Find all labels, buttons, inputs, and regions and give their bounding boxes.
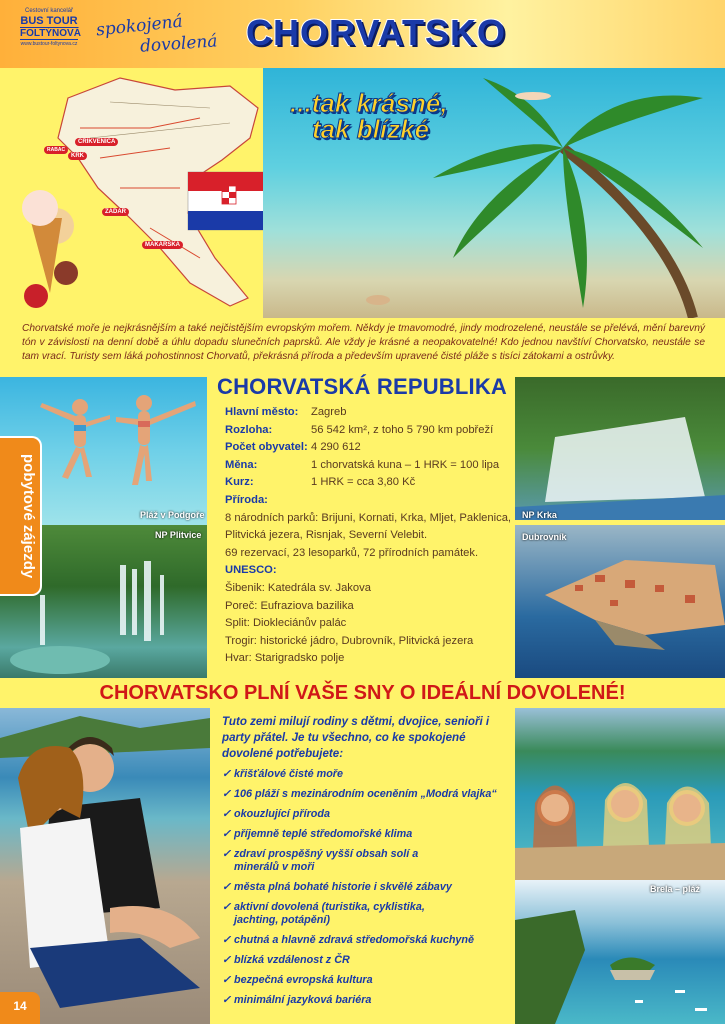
benefits-list (222, 768, 512, 1007)
caption-brela: Brela – pláž (650, 884, 701, 894)
benefit-text: zdraví prospěšný vyšší obsah solí a minerálů v moři (234, 848, 419, 873)
caption-podgora: Pláž v Podgoře (140, 510, 205, 520)
checkmark-icon: ✓ (222, 994, 232, 1006)
section2-title: CHORVATSKO PLNÍ VAŠE SNY O IDEÁLNÍ DOVOLENÉ! (99, 682, 626, 704)
benefit-item (222, 828, 512, 841)
page-title: CHORVATSKO (246, 12, 507, 53)
fact-label: Počet obyvatel: (225, 441, 308, 454)
benefit-text: blízká vzdálenost z ČR (234, 954, 350, 966)
checkmark-icon: ✓ (222, 954, 232, 966)
map-city-makarska: MAKARSKA (142, 241, 183, 249)
benefit-item (222, 934, 512, 947)
unesco-item: Šibenik: Katedrála sv. Jakova (225, 581, 371, 594)
checkmark-icon: ✓ (222, 934, 232, 946)
unesco-item: Split: Diokleciánův palác (225, 617, 347, 630)
fact-area (225, 422, 515, 440)
croatia-map-graphic (0, 68, 285, 318)
benefit-item (222, 901, 437, 927)
fact-label: Hlavní město: (225, 406, 299, 418)
benefit-item (222, 974, 512, 987)
fact-population (225, 439, 515, 457)
checkmark-icon: ✓ (222, 901, 232, 913)
fact-value: 4 290 612 (311, 441, 361, 454)
photo-couple-beach (0, 708, 210, 1024)
nature-label: Příroda: (225, 493, 268, 506)
checkmark-icon: ✓ (222, 848, 232, 860)
unesco-label: UNESCO: (225, 564, 277, 577)
benefit-text: křišťálové čisté moře (234, 768, 344, 780)
caption-dubrovnik: Dubrovník (522, 532, 567, 542)
benefit-item (222, 808, 512, 821)
category-side-tab-label: pobytové zájezdy (20, 453, 37, 579)
section2-intro: Tuto zemi milují rodiny s dětmi, dvojice, senioři i party přátel. Je tu všechno, co ke spokojené dovolené potřebujete: (222, 715, 490, 760)
fact-value: Zagreb (311, 406, 347, 418)
logo-url: www.bustour-foltynova.cz (20, 41, 78, 47)
ice-cream-icon (30, 218, 62, 293)
checkmark-icon: ✓ (222, 881, 232, 893)
slogan-line1: spokojená (95, 11, 184, 41)
nature-parks: 8 národních parků: Brijuni, Kornati, Krka, Mljet, Paklenica, Plitvická jezera, Risnjak, Severní Velebit. (225, 511, 512, 542)
intro-paragraph: Chorvatské moře je nejkrásnějším a také nejčistějším evropským mořem. Někdy je tmavomodré, jindy modrozelené, neustále se přelévá, mění barevný tón v závislosti na denní době a úhlu dopadu slunečních paprsků. Ale vždy je krásné a neopakovatelné! Kdo jednou navštíví Chorvatsko, neustále se tam vrací. Turisty sem láká pohostinnost Chorvatů, překrásná příroda a především upravené čisté pláže s tisíci zátokami a ostrůvky. (22, 323, 705, 362)
benefit-text: okouzlující příroda (234, 808, 330, 820)
map-city-zadar: ZADAR (102, 208, 129, 216)
tagline-line2: tak blízké (312, 114, 430, 144)
logo-line2: BUS TOUR (20, 15, 78, 27)
fact-capital (225, 404, 515, 422)
bus-tour-logo[interactable] (20, 8, 81, 68)
fact-currency (225, 457, 515, 475)
logo-line3: FOLTÝNOVÁ (20, 28, 81, 39)
fact-label: Rozloha: (225, 423, 273, 436)
fact-value: 1 HRK = cca 3,80 Kč (311, 476, 416, 489)
benefit-text: minimální jazyková bariéra (234, 994, 372, 1006)
checkmark-icon: ✓ (222, 788, 232, 800)
caption-krka: NP Krka (522, 510, 557, 520)
benefit-item (222, 788, 512, 801)
map-city-rabac: RABAC (44, 146, 68, 154)
photo-brela (515, 880, 725, 1024)
photo-girls-beach (515, 708, 725, 880)
benefit-text: chutná a hlavně zdravá středomořská kuchyně (234, 934, 475, 946)
checkmark-icon: ✓ (222, 828, 232, 840)
page-number: 14 (0, 992, 40, 1024)
fact-value: 1 chorvatská kuna – 1 HRK = 100 lipa (311, 458, 500, 471)
fact-rate (225, 474, 515, 492)
benefit-text: aktivní dovolená (turistika, cyklistika, jachting, potápění) (234, 901, 425, 926)
fact-value: 56 542 km², z toho 5 790 km pobřeží (311, 423, 494, 436)
checkmark-icon: ✓ (222, 974, 232, 986)
fact-label: Měna: (225, 458, 258, 471)
unesco-item: Trogir: historické jádro, Dubrovník, Plitvická jezera (225, 634, 474, 647)
nature-reserves: 69 rezervací, 23 lesoparků, 72 přírodních památek. (225, 546, 479, 559)
croatia-map (0, 68, 285, 318)
fact-label: Kurz: (225, 476, 254, 489)
republic-title: CHORVATSKÁ REPUBLIKA (217, 374, 508, 399)
photo-dubrovnik (515, 525, 725, 678)
benefit-item (222, 881, 512, 894)
benefit-text: příjemně teplé středomořské klima (234, 828, 413, 840)
republic-facts (225, 404, 515, 668)
benefit-item (222, 994, 512, 1007)
checkmark-icon: ✓ (222, 808, 232, 820)
benefit-text: bezpečná evropská kultura (234, 974, 373, 986)
map-city-crikvenica: CRIKVENICA (75, 138, 118, 146)
benefit-item (222, 768, 512, 781)
checkmark-icon: ✓ (222, 768, 232, 780)
logo-line1: Cestovní kancelář (24, 8, 74, 14)
unesco-item: Poreč: Eufraziova bazilika (225, 599, 354, 612)
caption-plitvice: NP Plitvice (155, 530, 202, 540)
benefit-text: města plná bohaté historie i skvělé zábavy (234, 881, 452, 893)
map-city-krk: KRK (68, 152, 87, 160)
benefit-text: 106 pláží s mezinárodním oceněním „Modrá vlajka“ (234, 788, 497, 800)
tagline-line1: ...tak krásné, (290, 88, 448, 118)
benefit-item (222, 954, 512, 967)
slogan-line2: dovolená (139, 31, 219, 57)
photo-krka (515, 377, 725, 520)
unesco-item: Hvar: Starigradsko polje (225, 652, 345, 665)
benefit-item (222, 848, 422, 874)
